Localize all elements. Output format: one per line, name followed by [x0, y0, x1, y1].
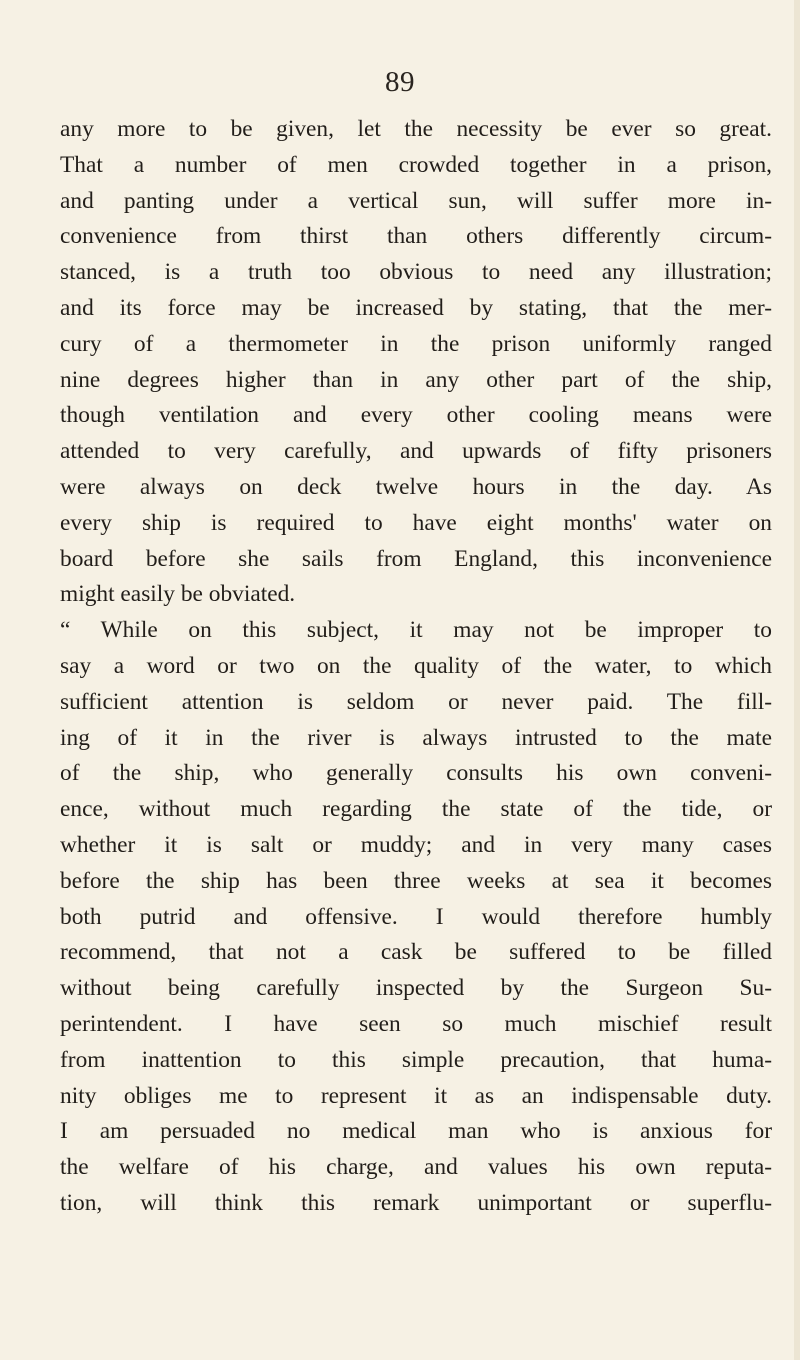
text-line: every ship is required to have eight months' water on [60, 509, 772, 536]
text-line: might easily be obviated. [60, 581, 296, 608]
page-number: 89 [385, 66, 415, 98]
text-line: of the ship, who generally consults his own conveni- [60, 760, 772, 787]
text-line: I am persuaded no medical man who is anxious for [60, 1118, 772, 1145]
text-line: nity obliges me to represent it as an indispensable duty. [60, 1082, 772, 1109]
text-line: board before she sails from England, this inconvenience [60, 545, 772, 572]
text-line: though ventilation and every other cooling means were [60, 402, 772, 429]
text-line: any more to be given, let the necessity be ever so great. [60, 116, 772, 142]
text-line: That a number of men crowded together in a prison, [60, 151, 772, 178]
text-line: both putrid and offensive. I would therefore humbly [60, 903, 772, 930]
text-line: from inattention to this simple precaution, that huma- [60, 1046, 772, 1073]
text-line: ence, without much regarding the state of the tide, or [60, 796, 772, 823]
text-line: and panting under a vertical sun, will suffer more in- [60, 187, 772, 214]
body-text [60, 112, 772, 1222]
text-line: recommend, that not a cask be suffered to be filled [60, 939, 772, 966]
text-line: nine degrees higher than in any other part of the ship, [60, 366, 772, 393]
text-line: were always on deck twelve hours in the day. As [60, 473, 772, 500]
text-line: convenience from thirst than others differently circum- [60, 223, 772, 250]
text-line: and its force may be increased by stating, that the mer- [60, 294, 772, 321]
text-line: ing of it in the river is always intrusted to the mate [60, 724, 772, 751]
text-line: the welfare of his charge, and values his own reputa- [60, 1154, 772, 1181]
text-line: sufficient attention is seldom or never paid. The fill- [60, 688, 772, 715]
text-line: “ While on this subject, it may not be improper to [60, 617, 772, 644]
text-line: perintendent. I have seen so much mischief result [60, 1010, 772, 1037]
text-line: before the ship has been three weeks at sea it becomes [60, 867, 772, 894]
text-line: attended to very carefully, and upwards of fifty prisoners [60, 438, 772, 465]
text-line: without being carefully inspected by the Surgeon Su- [60, 975, 772, 1002]
page-edge-shadow [794, 0, 800, 1360]
text-line: tion, will think this remark unimportant or superflu- [60, 1189, 772, 1216]
text-line: stanced, is a truth too obvious to need any illustration; [60, 259, 772, 286]
text-line: say a word or two on the quality of the water, to which [60, 652, 772, 679]
text-line: cury of a thermometer in the prison uniformly ranged [60, 330, 772, 357]
text-line: whether it is salt or muddy; and in very many cases [60, 831, 772, 858]
